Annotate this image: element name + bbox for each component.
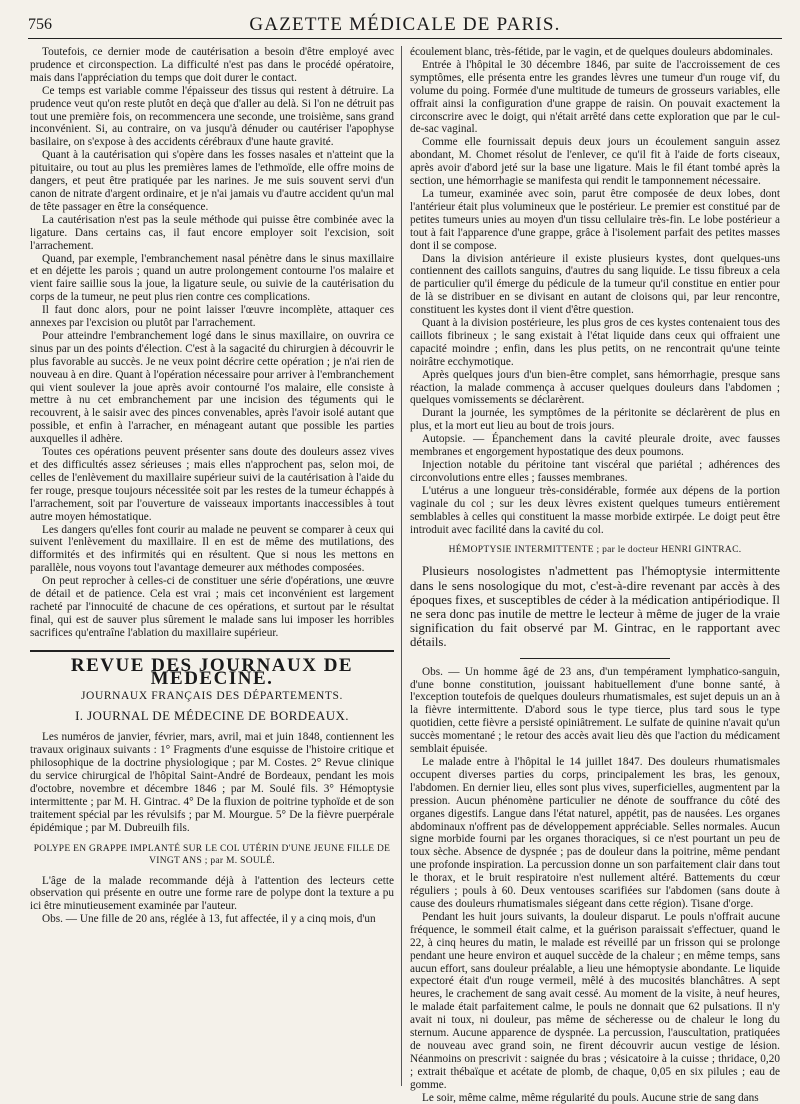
paragraph: écoulement blanc, très-fétide, par le vagin, et de quelques douleurs abdominales. — [410, 46, 773, 58]
paragraph: Obs. — Une fille de 20 ans, réglée à 13, fut affectée, il y a cinq mois, d'un — [42, 913, 376, 926]
journal-intro: Les numéros de janvier, février, mars, avril, mai et juin 1848, contiennent les travaux originaux suivants : 1° Fragments d'une esquisse de l'histoire critique et philosophique de la doctrine physiologique ; par M. Costes. 2° Revue clinique du service chirurgical de l'hôpital Saint-André de Bordeaux, pendant les mois d'octobre, novembre et décembre 1846 ; par M. Soulé fils. 3° Hémoptysie intermittente ; par M. H. Gintrac. 4° De la fluxion de poitrine typhoïde et de son traitement spécial par les révulsifs ; par M. Mourgue. 5° De la fièvre puerpérale épidémique ; par M. Dubreuilh fils. — [30, 731, 394, 834]
paragraph: Quant à la cautérisation qui s'opère dans les fosses nasales et n'atteint que la pituitaire, ou tout au plus les premières lames de l'ethmoïde, elle offre moins de dangers, et peut être pratiquée par les narines. Je me suis souvent servi d'un canon de nitrate d'argent ordinaire, et je n'ai jamais vu d'autre accident qu'un mal de tête passager en être la conséquence. — [30, 149, 394, 213]
page-header — [28, 14, 782, 39]
paragraph: Le soir, même calme, même régularité du pouls. Aucune strie de sang dans — [422, 1091, 759, 1104]
paragraph: La cautérisation n'est pas la seule méthode qui puisse être combinée avec la ligature. Dans certains cas, il faut encore employer soit l'excision, soit l'arrachement. — [30, 213, 394, 252]
right-column — [410, 46, 780, 1104]
article-heading: HÉMOPTYSIE INTERMITTENTE ; par le docteur HENRI GINTRAC. — [448, 545, 742, 556]
paragraph: Pendant les huit jours suivants, la douleur disparut. Le pouls n'offrait aucune fréquence, le sommeil était calme, et la guérison paraissait s'effectuer, quand le 22, à cinq heures du matin, le malade est réveillé par un frisson qui se prolonge pendant une heure environ et auquel succède de la chaleur ; en même temps, sans aucun effort, sans douleur préalable, a lieu une hémoptysie abondante. Le liquide expectoré était d'un rouge vermeil, mêlé à des mucosités blanchâtres. A sept heures, le crachement de sang avait cessé. Au moment de la visite, à neuf heures, le malade était parfaitement calme, le pouls ne donnait que 62 pulsations. Il n'y avait ni toux, ni douleur, pas même de sécheresse ou de chaleur le long du sternum. Aucune apparence de dyspnée. La percussion, l'auscultation, pratiquées de nouveau avec grand soin, ne firent découvrir aucun vestige de lésion. Néanmoins on prescrivit : saignée du bras ; vésicatoire à la cuisse ; thridace, 0,20 ; extrait thébaïque et acétate de plomb, de chaque, 0,05 en six pilules ; eau de gomme. — [410, 910, 780, 1091]
paragraph: Il faut donc alors, pour ne point laisser l'œuvre incomplète, attaquer ces annexes par l'excision ou plutôt par l'arrachement. — [30, 304, 394, 330]
paragraph: L'utérus a une longueur très-considérable, formée aux dépens de la portion vaginale du col ; sur les deux lèvres existent quelques tumeurs entièrement semblables à celles qui constituent la masse morbide extirpée. Le doigt peut être introduit avec facilité dans la cavité du col. — [410, 484, 780, 536]
paragraph: Le malade entre à l'hôpital le 14 juillet 1847. Des douleurs rhumatismales occupent diverses parties du corps, principalement les bras, les genoux, l'abdomen. En dernier lieu, elles sont plus vives, superficielles, augmentent par la pression. Aucun phénomène particulier ne dénote de souffrance du côté des organes digestifs. Langue dans l'état naturel, appétit, pas de nausées. Les organes abdominaux n'offrent pas de développement appréciable. Selles normales. Aucun signe morbide fourni par les organes thoraciques, si ce n'est pourtant un peu de toux sèche. Absence de dyspnée ; pas de douleur dans la poitrine, même pendant une profonde inspiration. La percussion donne un son parfaitement clair dans tout le thorax, et le bruit respiratoire n'est nullement altéré. Battements du cœur réguliers ; pouls à 60. Deux ventouses scarifiées sur l'abdomen (sans doute à cause des douleurs rhumatismales siégeant dans cette région). Tisane d'orge. — [410, 756, 780, 910]
journal-heading: I. JOURNAL DE MÉDECINE DE BORDEAUX. — [75, 708, 349, 724]
paragraph: Injection notable du péritoine tant viscéral que pariétal ; adhérences des circonvolutions entre elles ; fausses membranes. — [410, 459, 780, 484]
paragraph: L'âge de la malade recommande déjà à l'attention des lecteurs cette observation qui présente en outre une forme rare de polype dont la texture a pu ici être minutieusement examinée par l'auteur. — [30, 874, 394, 913]
paragraph: On peut reprocher à celles-ci de constituer une série d'opérations, une œuvre de détail et de patience. Cela est vrai ; mais cet inconvénient est largement racheté par l'innocuité de chacune de ces opérations, et surtout par le résultat final, qui est de sauver plus sûrement le malade sans lui imposer les horribles sacrifices qu'entraîne l'ablation du maxillaire supérieur. — [30, 575, 394, 639]
section-title: REVUE DES JOURNAUX DE MÉDECINE. — [30, 650, 394, 686]
paragraph: Durant la journée, les symptômes de la péritonite se déclarèrent de plus en plus, et la mort eut lieu au bout de trois jours. — [410, 407, 780, 433]
paragraph: Après quelques jours d'un bien-être complet, sans hémorrhagie, presque sans réaction, la malade commença à accuser quelques douleurs dans l'abdomen ; quelques vomissements se déclarèrent. — [410, 368, 780, 407]
journal-title: GAZETTE MÉDICALE DE PARIS. — [249, 14, 561, 35]
paragraph: Obs. — Un homme âgé de 23 ans, d'un tempérament lymphatico-sanguin, d'une bonne constitution, jouissant habituellement d'une bonne santé, à l'exception toutefois de quelques douleurs rhumatismales, est sujet depuis un an à la fièvre intermittente. D'abord sous le type tierce, plus tard sous le type quotidien, cette fièvre a persisté opiniâtrement. Le sulfate de quinine n'avait qu'un succès momentané ; le retour des accès avait lieu dès que l'action du médicament semblait épuisée. — [410, 665, 780, 756]
paragraph: Toutefois, ce dernier mode de cautérisation a besoin d'être employé avec prudence et circonspection. La difficulté n'est pas dans le procédé opératoire, mais dans l'appréciation du temps que doit durer le contact. — [30, 46, 394, 84]
paragraph: Toutes ces opérations peuvent présenter sans doute des douleurs assez vives et des difficultés assez sérieuses ; mais elles n'approchent pas, selon moi, de celles de l'enlèvement du maxillaire supérieur suivi de la cautérisation à l'aide du fer rouge, presque toujours nécessitée soit par les restes de la tumeur échappés à l'arrachement, soit par l'ouverture de vaisseaux importants inaccessibles à tout autre moyen hémostatique. — [30, 446, 394, 523]
left-column — [30, 46, 394, 1086]
paragraph: Quant à la division postérieure, les plus gros de ces kystes contenaient tous des caillots fibrineux ; le sang existait à l'état liquide dans ceux qui offraient une capacité moindre ; enfin, dans les plus petits, on ne rencontrait qu'une teinte noirâtre ecchymotique. — [410, 317, 780, 368]
article-heading: POLYPE EN GRAPPE IMPLANTÉ SUR LE COL UTÉRIN D'UNE JEUNE FILLE DE VINGT ANS ; par M. SOULÉ. — [33, 843, 391, 866]
intro-paragraph: Plusieurs nosologistes n'admettent pas l'hémoptysie intermittente dans le sens nosologique du mot, c'est-à-dire revenant par accès à des époques fixes, et susceptibles de céder à la médication antipériodique. Il ne sera donc pas inutile de mettre le lecteur à même de juger de la vraie signification du fait observé par M. Gintrac, en le rapportant avec détails. — [410, 564, 780, 650]
paragraph: Pour atteindre l'embranchement logé dans le sinus maxillaire, on ouvrira ce sinus par un des points d'élection. C'est à la sagacité du chirurgien à découvrir le plus favorable au succès. Je ne veux point décrire cette opération ; je n'ai rien de nouveau à en dire. Quant à l'opération nécessaire pour arriver à l'embranchement qui vient soulever la joue après avoir contourné l'os malaire, elle consiste à mettre à nu cet embranchement par une incision des téguments qui le recouvrent, à le saisir avec des pinces convenables, après l'avoir isolé autant que possible, et enfin à l'arracher, en ménageant autant que possible les parties auxquelles il adhère. — [30, 329, 394, 446]
paragraph: Dans la division antérieure il existe plusieurs kystes, dont quelques-uns contiennent des caillots sanguins, d'autres du sang liquide. Le tissu fibreux a cela de particulier qu'il émerge du pédicule de la tumeur qu'il constitue en entier pour de là se distribuer en se divisant en autant de cloisons qui, par leur rencontre, constituent les kystes dont il vient d'être question. — [410, 252, 780, 317]
paragraph: Autopsie. — Épanchement dans la cavité pleurale droite, avec fausses membranes et engorgement hypostatique des deux poumons. — [410, 433, 780, 459]
paragraph: Les dangers qu'elles font courir au malade ne peuvent se comparer à ceux qui suivent l'enlèvement du maxillaire. Il en est de même des mutilations, des difformités et des infirmités qui en résultent. Que si nous les mettons en parallèle, nous voyons tout l'avantage demeurer aux méthodes composées. — [30, 523, 394, 575]
paragraph: Comme elle fournissait depuis deux jours un écoulement sanguin assez abondant, M. Chomet résolut de l'enlever, ce qu'il fit à l'aide de forts ciseaux, après avoir d'abord jeté sur la base une ligature. Mais le fil étant tombé après la section, une hémorrhagie se manifesta qui rendit le tamponnement nécessaire. — [410, 136, 780, 188]
paragraph: Entrée à l'hôpital le 30 décembre 1846, par suite de l'accroissement de ces symptômes, elle présenta entre les grandes lèvres une tumeur d'un rouge vif, du volume du poing. Formée d'une multitude de tumeurs de grosseurs variables, elle offrait ainsi la configuration d'une grappe de raisin. On pouvait exactement la circonscrire avec le doigt, qui n'était arrêté dans cette exploration que par le cul-de-sac vaginal. — [410, 58, 780, 136]
column-divider — [401, 46, 402, 1086]
paragraph: La tumeur, examinée avec soin, parut être composée de deux lobes, dont l'antérieur était plus volumineux que le postérieur. Le premier est constitué par de petites tumeurs unies au moyen d'un tissu cellulaire très-fin. Le lobe postérieur a tout à fait l'apparence d'une grappe, grâce à l'isolement parfait des petites masses dont il se compose. — [410, 187, 780, 252]
paragraph: Quand, par exemple, l'embranchement nasal pénètre dans le sinus maxillaire et en déjette les parois ; quand un autre prolongement contourne l'os malaire et vient faire saillie sous la joue, la ligature seule, ou suivie de la cautérisation du corps de la tumeur, ne peut plus rien contre ces complications. — [30, 252, 394, 304]
paragraph: Ce temps est variable comme l'épaisseur des tissus qui restent à détruire. La prudence veut qu'on reste plutôt en deçà que d'aller au delà. Si l'on ne détruit pas tout une première fois, on recommencera une seconde, une troisième, sans grand inconvénient. Si, au contraire, on va jusqu'à dénuder ou cautériser l'apophyse basilaire, on s'expose à des accidents cérébraux d'une haute gravité. — [30, 84, 394, 149]
page-number: 756 — [28, 16, 52, 33]
section-subtitle: JOURNAUX FRANÇAIS DES DÉPARTEMENTS. — [80, 689, 344, 702]
